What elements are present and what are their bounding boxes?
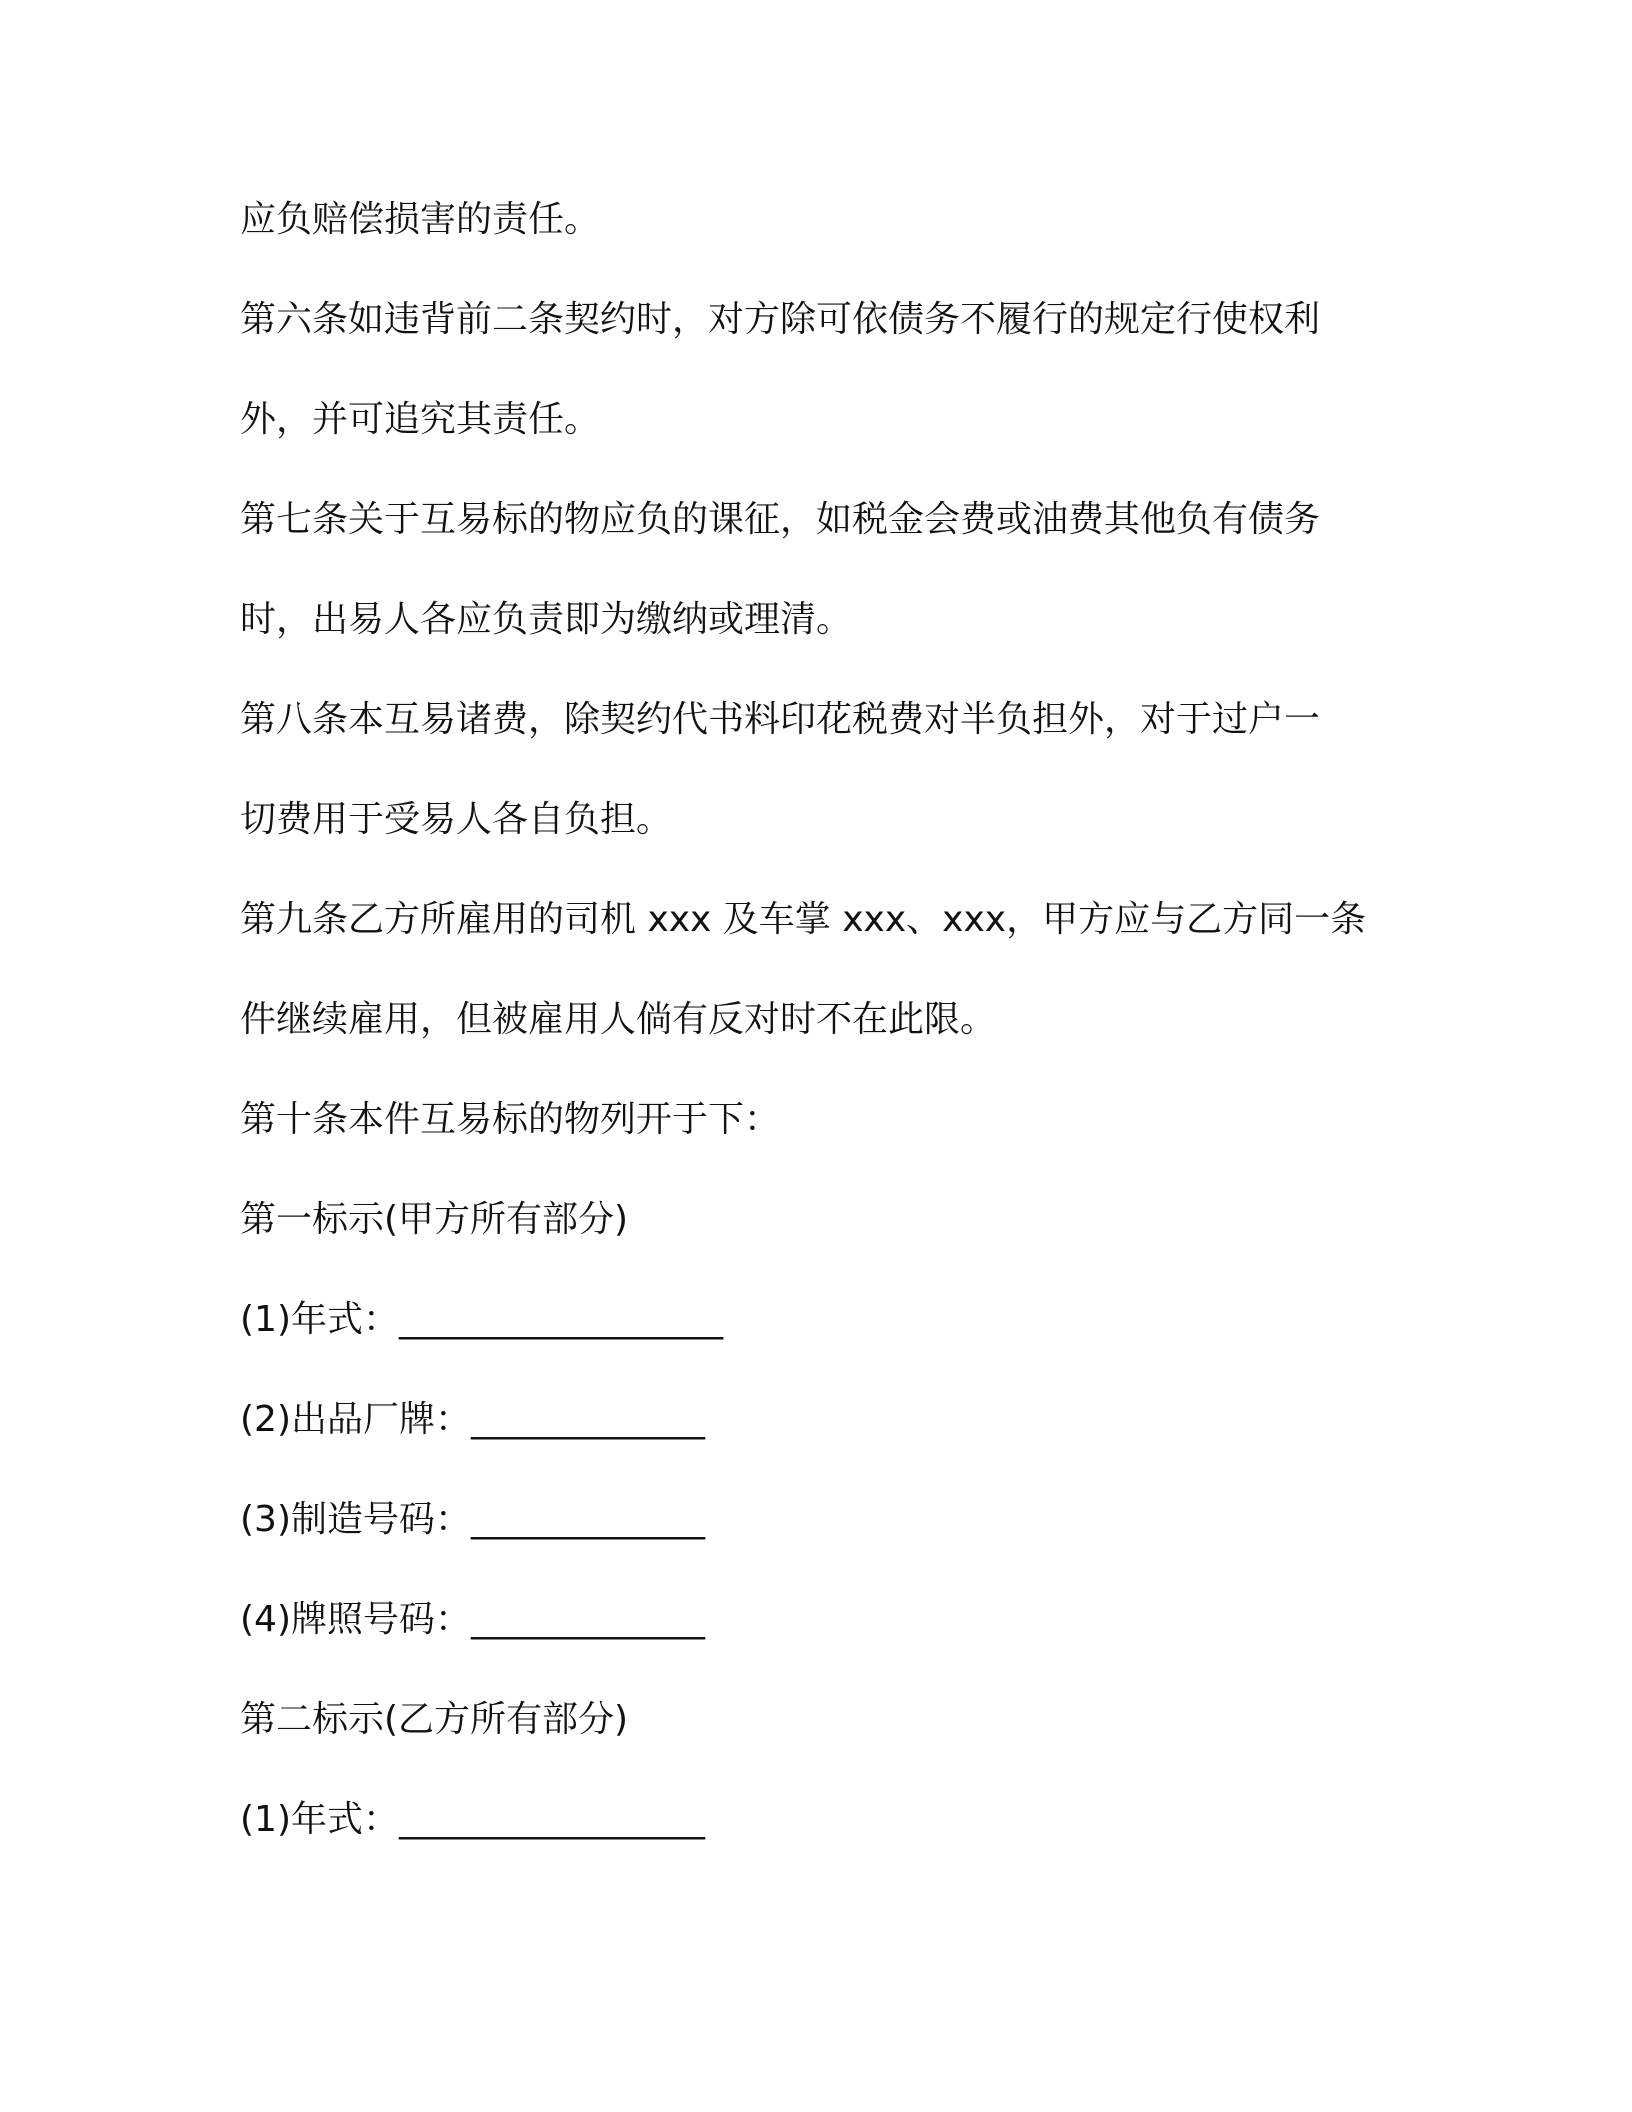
- form-field-year: [240, 1796, 705, 1844]
- paragraph-line: 切费用于受易人各自负担。: [240, 799, 673, 840]
- paragraph-line: 第七条关于互易标的物应负的课征，如税金会费或油费其他负有债务: [240, 499, 1321, 540]
- form-field-plate-number: [240, 1596, 705, 1644]
- paragraph-line: 第六条如违背前二条契约时，对方除可依债务不履行的规定行使权利: [240, 299, 1321, 340]
- field-label: (2)出品厂牌：: [240, 1399, 471, 1440]
- paragraph-line: 第八条本互易诸费，除契约代书料印花税费对半负担外，对于过户一: [240, 699, 1321, 740]
- field-label: (4)牌照号码：: [240, 1599, 471, 1640]
- section-two-heading: 第二标示(乙方所有部分): [240, 1699, 629, 1740]
- blank-line: _____________: [471, 1599, 705, 1640]
- blank-line: _____________: [471, 1399, 705, 1440]
- paragraph-line: 应负赔偿损害的责任。: [240, 199, 601, 240]
- blank-line: __________________: [399, 1299, 723, 1340]
- paragraph-line: 外，并可追究其责任。: [240, 399, 601, 440]
- field-label: (1)年式：: [240, 1299, 399, 1340]
- blank-line: _____________: [471, 1499, 705, 1540]
- blank-line: _________________: [399, 1799, 705, 1840]
- paragraph-line: 时，出易人各应负责即为缴纳或理清。: [240, 599, 853, 640]
- field-label: (3)制造号码：: [240, 1499, 471, 1540]
- form-field-brand: [240, 1396, 705, 1444]
- paragraph-line: 第九条乙方所雇用的司机 xxx 及车掌 xxx、xxx，甲方应与乙方同一条: [240, 899, 1367, 940]
- form-field-serial-number: [240, 1496, 705, 1544]
- field-label: (1)年式：: [240, 1799, 399, 1840]
- paragraph-line: 件继续雇用，但被雇用人倘有反对时不在此限。: [240, 999, 997, 1040]
- section-one-heading: 第一标示(甲方所有部分): [240, 1199, 629, 1240]
- form-field-year: [240, 1296, 723, 1344]
- paragraph-line: 第十条本件互易标的物列开于下：: [240, 1099, 781, 1140]
